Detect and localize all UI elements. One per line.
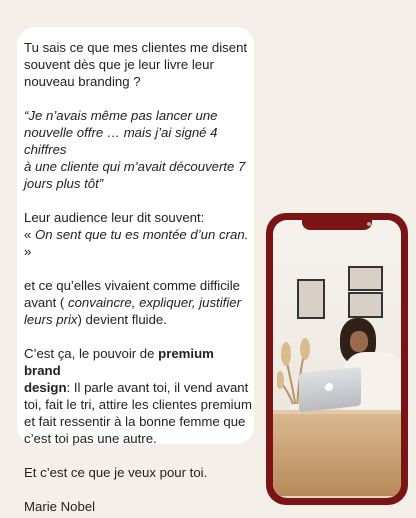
power-line-5: c’est toi pas une autre. bbox=[24, 431, 157, 446]
fluid-italic-1: convaincre, expliquer, justifier bbox=[67, 295, 241, 310]
camera-icon bbox=[367, 222, 371, 226]
spacer bbox=[24, 481, 254, 498]
power-suffix: : Il parle avant toi, il vend avant bbox=[66, 380, 249, 395]
spacer bbox=[24, 328, 254, 345]
quote-line-3: à une cliente qui m’avait découverte 7 bbox=[24, 159, 246, 174]
apple-logo-icon bbox=[325, 383, 333, 392]
phone-notch bbox=[302, 220, 372, 230]
fluid-italic-2: leurs prix bbox=[24, 312, 78, 327]
spacer bbox=[24, 260, 254, 277]
audience-line-2 bbox=[24, 226, 254, 260]
laptop bbox=[299, 367, 361, 413]
fluid-prefix: avant ( bbox=[24, 295, 68, 310]
wooden-table bbox=[273, 414, 401, 496]
message-card bbox=[17, 27, 254, 514]
spacer bbox=[24, 447, 254, 464]
quote-line-1: “Je n’avais même pas lancer une bbox=[24, 108, 218, 123]
audience-line-1: Leur audience leur dit souvent: bbox=[24, 210, 205, 225]
fluid-line-2 bbox=[24, 294, 254, 311]
quote-open: « bbox=[24, 227, 35, 242]
audience-quote: On sent que tu es montée d’un cran. bbox=[35, 227, 249, 242]
power-prefix: C’est ça, le pouvoir de bbox=[24, 346, 159, 361]
power-line-2 bbox=[24, 379, 254, 396]
power-bold-2: design bbox=[24, 380, 67, 395]
power-line-3: toi, fait le tri, attire les clientes premium bbox=[24, 397, 252, 412]
phone-screen bbox=[273, 220, 401, 498]
intro-line-3: nouveau branding ? bbox=[24, 74, 141, 89]
spacer bbox=[24, 90, 254, 107]
power-line-1 bbox=[24, 345, 254, 379]
spacer bbox=[24, 192, 254, 209]
fluid-line-1: et ce qu’elles vivaient comme difficile bbox=[24, 278, 240, 293]
fluid-suffix: ) devient fluide. bbox=[77, 312, 167, 327]
closing-line: Et c’est ce que je veux pour toi. bbox=[24, 465, 208, 480]
wall-frame-left bbox=[297, 279, 325, 319]
quote-close: » bbox=[24, 244, 32, 259]
intro-line-1: Tu sais ce que mes clientes me disent bbox=[24, 40, 248, 55]
power-bold-1: premium brand bbox=[24, 346, 214, 378]
fluid-line-3 bbox=[24, 311, 254, 328]
wall-frame-bottom-right bbox=[348, 292, 383, 318]
quote-line-2: nouvelle offre … mais j’ai signé 4 chiffres bbox=[24, 125, 218, 157]
intro-line-2: souvent dès que je leur livre leur bbox=[24, 57, 214, 72]
wall-frame-top-right bbox=[348, 266, 383, 291]
power-line-4: et fait ressentir à la bonne femme que bbox=[24, 414, 246, 429]
phone-mockup bbox=[266, 213, 408, 505]
signature: Marie Nobel bbox=[24, 499, 96, 514]
quote-line-4: jours plus tôt” bbox=[24, 176, 104, 191]
person-face bbox=[350, 331, 368, 352]
